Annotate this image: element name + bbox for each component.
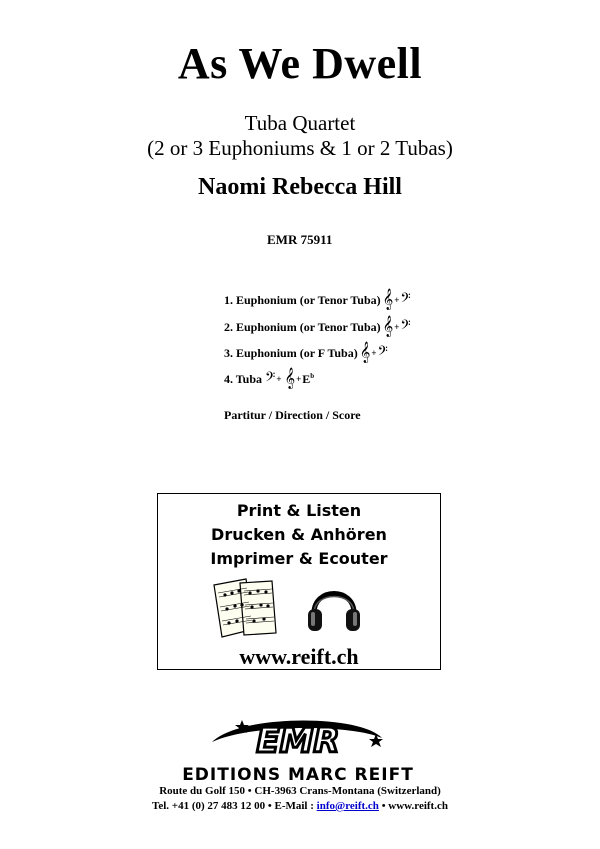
publisher-name: EDITIONS MARC REIFT (182, 765, 414, 784)
catalog-number: EMR 75911 (267, 232, 333, 247)
contact-website: • www.reift.ch (378, 800, 448, 812)
subtitle-ensemble: Tuba Quartet (244, 111, 356, 135)
sheet-music-icon (210, 577, 290, 641)
promo-line-english: Print & Listen (236, 501, 362, 520)
part-2-label: 2. Euphonium (or Tenor Tuba) (224, 319, 381, 334)
bass-clef-icon: 𝄢 (400, 290, 411, 309)
part-2 (224, 318, 411, 336)
subtitle-instrumentation: (2 or 3 Euphoniums & 1 or 2 Tubas) (147, 136, 453, 160)
part-3 (224, 344, 388, 362)
promo-website-link[interactable]: www.reift.ch (239, 644, 359, 669)
contact-phone: Tel. +41 (0) 27 483 12 00 • E-Mail : (152, 800, 317, 812)
bass-clef-icon: 𝄢 (265, 369, 276, 388)
plus-sign: + (394, 322, 400, 332)
part-3-label: 3. Euphonium (or F Tuba) (224, 345, 358, 360)
print-listen-box[interactable] (157, 493, 441, 670)
part-4 (224, 370, 314, 388)
plus-sign: + (296, 374, 302, 384)
part-1-label: 1. Euphonium (or Tenor Tuba) (224, 292, 381, 307)
composer: Naomi Rebecca Hill (198, 174, 402, 200)
headphones-icon (306, 577, 362, 635)
publisher-contact (0, 800, 600, 812)
plus-sign: + (394, 295, 400, 305)
treble-clef-icon: 𝄞 (382, 289, 394, 310)
treble-clef-icon: 𝄞 (382, 316, 394, 337)
part-4-label: 4. Tuba (224, 371, 263, 386)
part-1 (224, 291, 411, 309)
bass-clef-icon: 𝄢 (400, 317, 411, 336)
logo-mark: EMR (256, 721, 340, 761)
publisher-address: Route du Golf 150 • CH-3963 Crans-Montana (Switzerland) (159, 785, 441, 797)
promo-line-german: Drucken & Anhören (211, 525, 387, 544)
treble-clef-icon: 𝄞 (359, 342, 371, 363)
emr-logo (150, 712, 450, 784)
title: As We Dwell (177, 39, 423, 88)
bass-clef-icon: 𝄢 (377, 343, 388, 362)
email-link[interactable]: info@reift.ch (316, 800, 379, 812)
score-label: Partitur / Direction / Score (224, 408, 361, 422)
treble-clef-icon: 𝄞 (284, 368, 296, 389)
plus-sign: + (371, 348, 377, 358)
promo-line-french: Imprimer & Ecouter (210, 549, 388, 568)
plus-sign: + (276, 374, 282, 384)
e-flat-label: $E^b$ (302, 371, 315, 386)
